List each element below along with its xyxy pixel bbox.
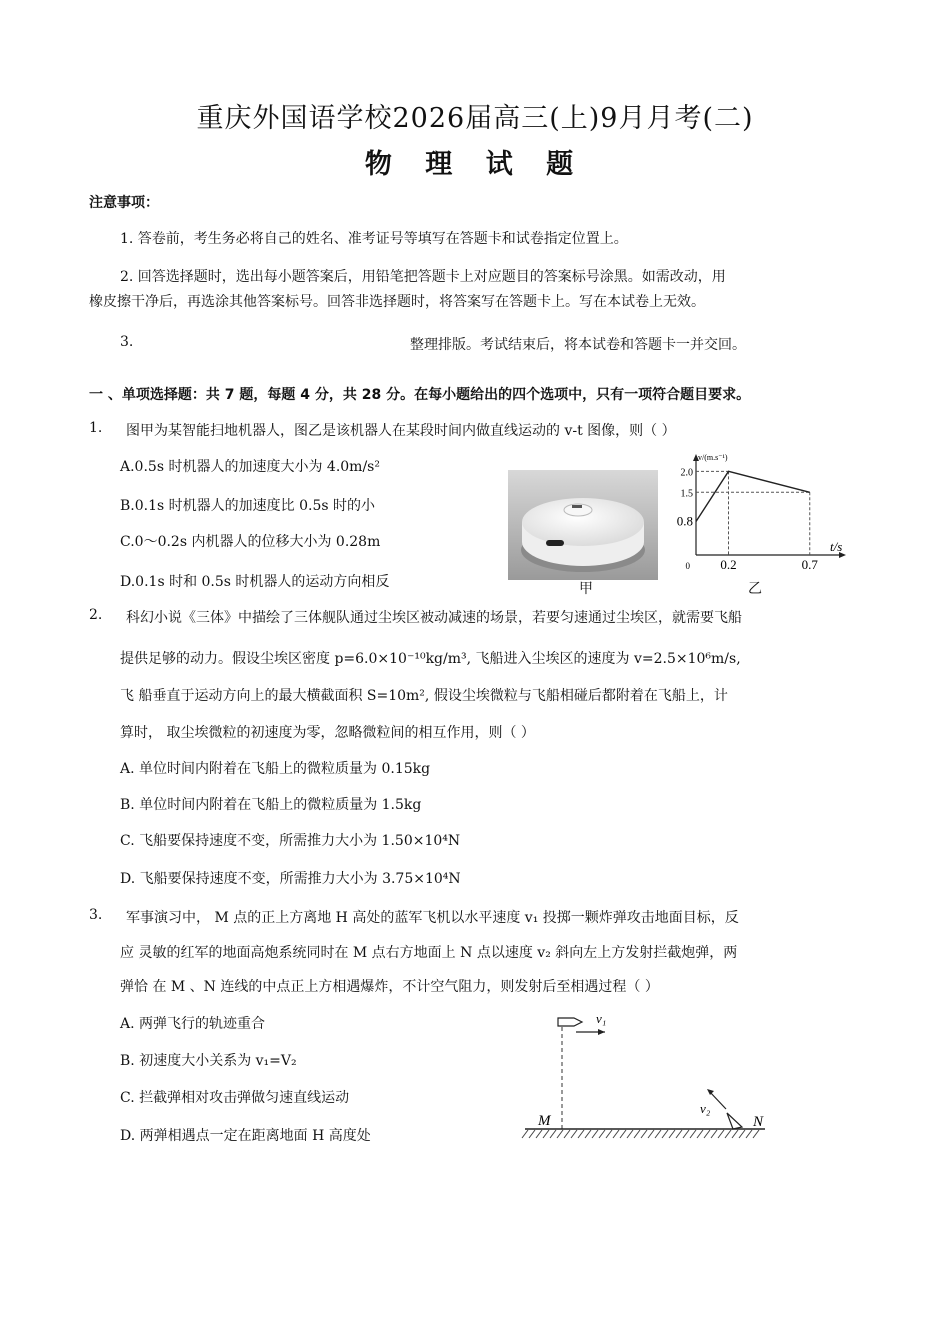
q1-stem: 图甲为某智能扫地机器人，图乙是该机器人在某段时间内做直线运动的 v-t 图像，则（ ）	[126, 423, 676, 439]
projectile-diagram	[520, 1005, 770, 1150]
y-axis-label: v/(m.s⁻¹)	[698, 453, 728, 462]
note-2-line1: 2. 回答选择题时，选出每小题答案后，用铅笔把答题卡上对应题目的答案标号涂黑。如需改动，用	[120, 269, 726, 285]
plane-icon	[558, 1018, 582, 1026]
note-2-line2: 橡皮擦干净后，再选涂其他答案标号。回答非选择题时，将答案写在答题卡上。写在本试卷上无效。	[89, 294, 705, 310]
q2-option-b: B. 单位时间内附着在飞船上的微粒质量为 1.5kg	[120, 797, 422, 813]
subject-title: 物 理 试 题	[364, 149, 586, 180]
y-tick-label: 0.8	[676, 513, 693, 529]
x-tick-label: 0.2	[720, 557, 737, 572]
M-label: M	[538, 1113, 551, 1129]
note-3-text: 整理排版。考试结束后，将本试卷和答题卡一并交回。	[410, 337, 746, 353]
v2-label: v₂	[700, 1101, 711, 1116]
q2-option-c: C. 飞船要保持速度不变，所需推力大小为 1.50×10⁴N	[120, 833, 461, 849]
N-label: N	[753, 1114, 764, 1130]
section-heading: 一 、单项选择题：共 7 题，每题 4 分，共 28 分。在每小题给出的四个选项中，只有一项符合题目要求。	[89, 387, 751, 403]
q2-option-d: D. 飞船要保持速度不变，所需推力大小为 3.75×10⁴N	[120, 871, 461, 887]
y-tick-label: 1.5	[680, 488, 693, 500]
q3-line1: 军事演习中， M 点的正上方离地 H 高处的蓝军飞机以水平速度 v₁ 投掷一颗炸弹攻击地面目标，反	[126, 910, 739, 926]
velocity-series-line	[696, 471, 810, 521]
q3-line2: 应 灵敏的红军的地面高炮系统同时在 M 点右方地面上 N 点以速度 v₂ 斜向左上方发射拦截炮弹，两	[120, 945, 738, 961]
photo-caption: 甲	[579, 581, 593, 597]
q2-line3: 飞 船垂直于运动方向上的最大横截面积 S=10m², 假设尘埃微粒与飞船相碰后都附着在飞船上，计	[120, 688, 728, 704]
q2-option-a: A. 单位时间内附着在飞船上的微粒质量为 0.15kg	[120, 761, 431, 777]
note-1: 1. 答卷前，考生务必将自己的姓名、准考证号等填写在答题卡和试卷指定位置上。	[120, 231, 628, 247]
vt-graph	[670, 450, 850, 580]
q2-line1: 科幻小说《三体》中描绘了三体舰队通过尘埃区被动减速的场景，若要匀速通过尘埃区，就需要飞船	[126, 610, 742, 626]
q1-option-d: D.0.1s 时和 0.5s 时机器人的运动方向相反	[120, 574, 390, 590]
q3-option-d: D. 两弹相遇点一定在距离地面 H 高度处	[120, 1128, 371, 1144]
q1-option-b: B.0.1s 时机器人的加速度比 0.5s 时的小	[120, 498, 375, 514]
cannon-icon	[727, 1113, 742, 1129]
q3-option-c: C. 拦截弹相对攻击弹做匀速直线运动	[120, 1090, 350, 1106]
graph-caption: 乙	[748, 581, 762, 597]
q3-number: 3.	[89, 907, 103, 923]
note-3-number: 3.	[120, 334, 134, 350]
q2-line2: 提供足够的动力。假设尘埃区密度 p=6.0×10⁻¹⁰kg/m³, 飞船进入尘埃区的速度为 v=2.5×10⁶m/s,	[120, 651, 741, 667]
q2-line4: 算时， 取尘埃微粒的初速度为零，忽略微粒间的相互作用，则（ ）	[120, 725, 535, 741]
q3-option-b: B. 初速度大小关系为 v₁=V₂	[120, 1053, 297, 1069]
x-axis-label: t/s	[830, 539, 843, 554]
x-tick-label: 0.7	[801, 557, 818, 572]
q1-option-a: A.0.5s 时机器人的加速度大小为 4.0m/s²	[120, 459, 380, 475]
y-tick-label: 2.0	[680, 467, 693, 479]
q1-option-c: C.0～0.2s 内机器人的位移大小为 0.28m	[120, 534, 381, 550]
q3-option-a: A. 两弹飞行的轨迹重合	[120, 1016, 266, 1032]
q3-line3: 弹恰 在 M 、N 连线的中点正上方相遇爆炸，不计空气阻力，则发射后至相遇过程（ ）	[120, 979, 659, 995]
robot-vacuum-photo	[508, 470, 658, 580]
x-tick-label-origin: 0	[685, 561, 690, 571]
q1-number: 1.	[89, 420, 103, 436]
exam-title: 重庆外国语学校2026届高三(上)9月月考(二)	[196, 103, 754, 134]
v1-label: v₁	[596, 1011, 607, 1026]
q2-number: 2.	[89, 607, 103, 623]
notes-heading: 注意事项：	[89, 195, 159, 211]
